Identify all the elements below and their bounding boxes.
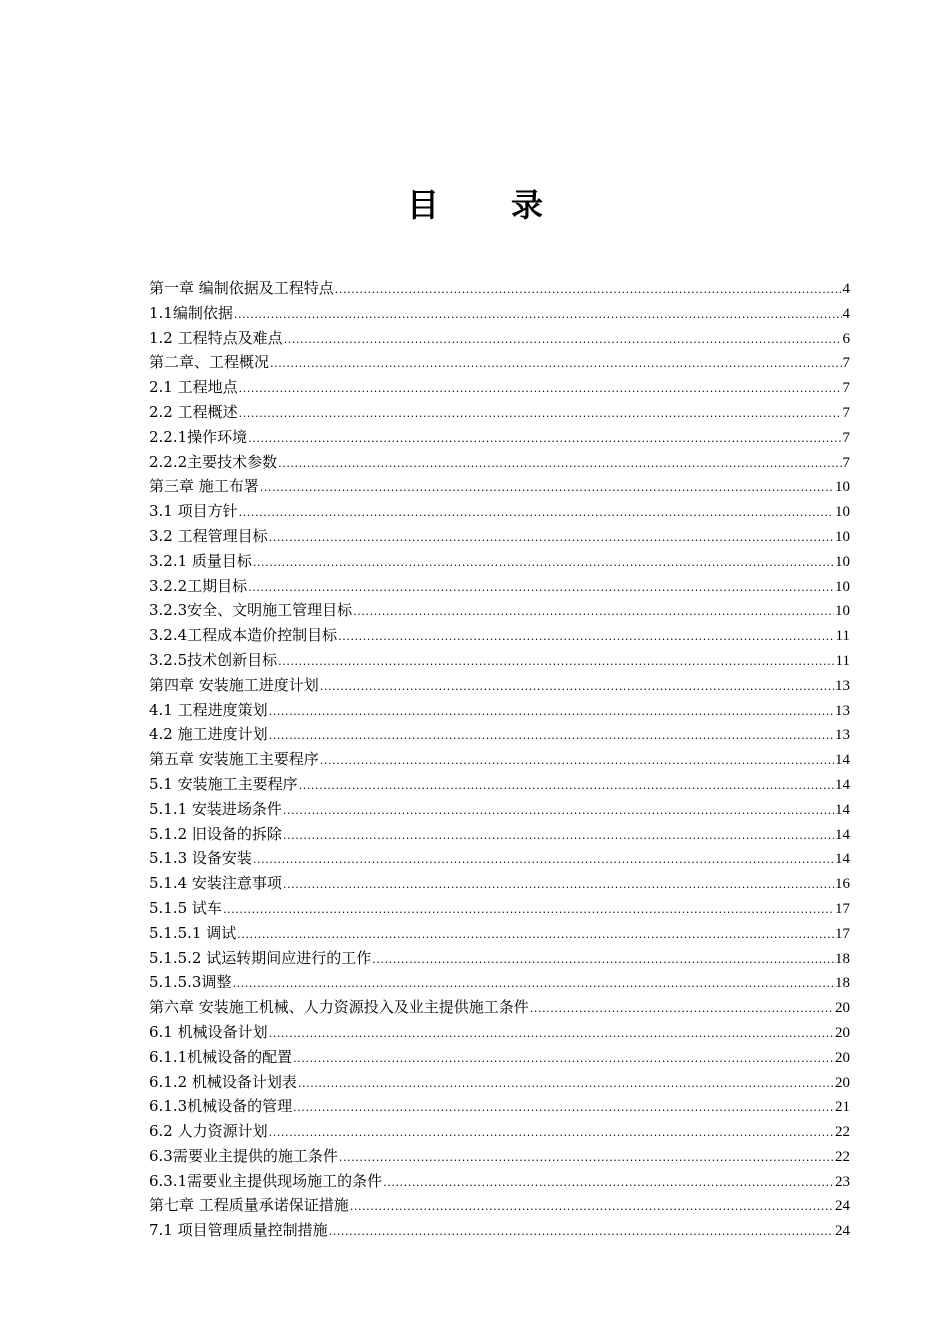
toc-leader-dots: [248, 576, 834, 601]
toc-entry-text: 6.1.2 机械设备计划表: [149, 1072, 297, 1091]
toc-entry-page: 20: [835, 1074, 850, 1091]
toc-entry-page: 7: [842, 404, 850, 421]
toc-entry-page: 10: [835, 528, 850, 545]
toc-entry-text: 第四章 安装施工进度计划: [149, 675, 319, 694]
toc-entry-page: 13: [835, 727, 850, 744]
toc-entry[interactable]: [149, 1193, 850, 1218]
toc-entry-page: 10: [835, 479, 850, 496]
toc-leader-dots: [237, 923, 834, 948]
toc-entry-text: 3.2.4工程成本造价控制目标: [149, 626, 338, 645]
toc-leader-dots: [239, 377, 842, 402]
toc-entry-text: 6.3.1需要业主提供现场施工的条件: [149, 1171, 383, 1190]
toc-leader-dots: [372, 948, 834, 973]
toc-entry[interactable]: [149, 276, 850, 301]
toc-entry-text: 3.2.2工期目标: [149, 576, 248, 595]
toc-leader-dots: [283, 799, 834, 824]
toc-leader-dots: [269, 526, 834, 551]
toc-leader-dots: [299, 774, 834, 799]
toc-entry-text: 第五章 安装施工主要程序: [149, 750, 319, 769]
toc-entry-page: 7: [842, 355, 850, 372]
toc-entry-text: 3.2.1 质量目标: [149, 551, 252, 570]
toc-entry-page: 11: [835, 628, 850, 645]
toc-leader-dots: [270, 352, 841, 377]
toc-entry[interactable]: [149, 598, 850, 623]
toc-entry-text: 3.2.3安全、文明施工管理目标: [149, 601, 353, 620]
toc-leader-dots: [223, 898, 834, 923]
toc-entry[interactable]: [149, 301, 850, 326]
toc-entry-page: 14: [835, 752, 850, 769]
toc-entry-page: 10: [835, 578, 850, 595]
toc-entry[interactable]: [149, 1020, 850, 1045]
toc-entry-page: 7: [842, 429, 850, 446]
toc-entry[interactable]: [149, 574, 850, 599]
toc-entry[interactable]: [149, 1070, 850, 1095]
toc-entry[interactable]: [149, 970, 850, 995]
toc-entry-text: 6.3需要业主提供的施工条件: [149, 1146, 338, 1165]
toc-entry-page: 18: [835, 975, 850, 992]
toc-entry[interactable]: [149, 772, 850, 797]
toc-entry[interactable]: [149, 425, 850, 450]
toc-entry[interactable]: [149, 822, 850, 847]
toc-entry-page: 20: [835, 1024, 850, 1041]
toc-entry-text: 3.2 工程管理目标: [149, 526, 268, 545]
toc-entry[interactable]: [149, 747, 850, 772]
toc-entry-page: 13: [835, 677, 850, 694]
toc-entry-page: 22: [835, 1148, 850, 1165]
toc-entry-text: 5.1.3 设备安装: [149, 849, 252, 868]
toc-entry[interactable]: [149, 722, 850, 747]
toc-leader-dots: [269, 724, 834, 749]
toc-entry-page: 10: [835, 603, 850, 620]
toc-entry-text: 5.1.2 旧设备的拆除: [149, 824, 282, 843]
toc-title-part1: 目: [406, 186, 439, 224]
toc-entry-page: 24: [835, 1223, 850, 1240]
toc-entry-text: 5.1.4 安装注意事项: [149, 874, 282, 893]
toc-leader-dots: [353, 600, 834, 625]
toc-entry-page: 14: [835, 826, 850, 843]
toc-entry[interactable]: [149, 797, 850, 822]
toc-entry[interactable]: [149, 450, 850, 475]
toc-leader-dots: [269, 1022, 834, 1047]
toc-entry-text: 1.1编制依据: [149, 303, 233, 322]
toc-entry[interactable]: [149, 698, 850, 723]
toc-entry[interactable]: [149, 1045, 850, 1070]
toc-entry-text: 第一章 编制依据及工程特点: [149, 279, 334, 297]
toc-entry[interactable]: [149, 499, 850, 524]
toc-entry-text: 第七章 工程质量承诺保证措施: [149, 1196, 349, 1215]
toc-leader-dots: [239, 402, 842, 427]
toc-entry-page: 4: [842, 281, 850, 297]
toc-leader-dots: [239, 501, 834, 526]
toc-entry-text: 6.1.3机械设备的管理: [149, 1097, 293, 1116]
toc-leader-dots: [248, 427, 841, 452]
toc-entry-text: 5.1.5.2 试运转期间应进行的工作: [149, 948, 372, 967]
toc-entry-text: 5.1.5 试车: [149, 898, 222, 917]
toc-entry[interactable]: [149, 474, 850, 499]
toc-leader-dots: [329, 1220, 834, 1245]
toc-leader-dots: [269, 700, 834, 725]
toc-entry-page: 14: [835, 776, 850, 793]
toc-entry-text: 3.1 项目方针: [149, 502, 238, 521]
toc-entry-text: 2.2 工程概述: [149, 402, 238, 421]
toc-leader-dots: [278, 452, 841, 477]
toc-entry-text: 第二章、工程概况: [149, 353, 270, 372]
toc-entry-text: 5.1.1 安装进场条件: [149, 799, 282, 818]
toc-leader-dots: [234, 303, 842, 328]
toc-entry-page: 20: [835, 1000, 850, 1017]
toc-entry-page: 14: [835, 801, 850, 818]
toc-entry-text: 4.2 施工进度计划: [149, 725, 268, 744]
toc-leader-dots: [284, 328, 842, 353]
toc-entry-page: 22: [835, 1124, 850, 1141]
toc-entry-text: 5.1 安装施工主要程序: [149, 774, 298, 793]
toc-entry-page: 18: [835, 950, 850, 967]
toc-entry-text: 2.2.1操作环境: [149, 427, 248, 446]
toc-entry-page: 7: [842, 454, 850, 471]
toc-leader-dots: [350, 1195, 834, 1220]
toc-leader-dots: [320, 749, 834, 774]
toc-entry-page: 17: [835, 900, 850, 917]
toc-entry-text: 3.2.5技术创新目标: [149, 650, 278, 669]
toc-entry[interactable]: [149, 673, 850, 698]
toc-entry-text: 第六章 安装施工机械、人力资源投入及业主提供施工条件: [149, 998, 529, 1017]
toc-entry-page: 10: [835, 504, 850, 521]
table-of-contents: [149, 276, 850, 1243]
toc-entry[interactable]: [149, 1218, 850, 1243]
toc-entry-page: 10: [835, 553, 850, 570]
toc-entry-page: 6: [842, 330, 850, 347]
toc-entry[interactable]: [149, 946, 850, 971]
toc-leader-dots: [530, 997, 834, 1022]
toc-entry-page: 21: [835, 1099, 850, 1116]
toc-leader-dots: [335, 278, 842, 303]
toc-entry-page: 13: [835, 702, 850, 719]
toc-leader-dots: [283, 873, 834, 898]
toc-entry-text: 第三章 施工布署: [149, 477, 259, 496]
toc-leader-dots: [253, 848, 834, 873]
toc-leader-dots: [293, 1096, 834, 1121]
toc-entry[interactable]: [149, 871, 850, 896]
toc-entry-text: 4.1 工程进度策划: [149, 700, 268, 719]
toc-entry-text: 1.2 工程特点及难点: [149, 328, 283, 347]
toc-entry[interactable]: [149, 326, 850, 351]
toc-leader-dots: [339, 1146, 834, 1171]
toc-leader-dots: [260, 476, 834, 501]
toc-leader-dots: [298, 1072, 834, 1097]
toc-entry[interactable]: [149, 1119, 850, 1144]
toc-entry-page: 23: [835, 1173, 850, 1190]
toc-entry[interactable]: [149, 846, 850, 871]
toc-entry-text: 6.1 机械设备计划: [149, 1022, 268, 1041]
toc-title: [0, 180, 950, 226]
toc-leader-dots: [293, 1047, 834, 1072]
toc-leader-dots: [320, 675, 834, 700]
toc-entry-text: 2.2.2主要技术参数: [149, 452, 278, 471]
toc-entry-text: 6.2 人力资源计划: [149, 1122, 268, 1141]
toc-entry[interactable]: [149, 350, 850, 375]
toc-entry[interactable]: [149, 549, 850, 574]
toc-leader-dots: [283, 824, 834, 849]
toc-entry-page: 7: [842, 380, 850, 397]
toc-entry[interactable]: [149, 1169, 850, 1194]
toc-entry-page: 16: [835, 876, 850, 893]
toc-entry-page: 20: [835, 1049, 850, 1066]
toc-entry[interactable]: [149, 623, 850, 648]
toc-entry[interactable]: [149, 524, 850, 549]
toc-entry-text: 7.1 项目管理质量控制措施: [149, 1221, 328, 1240]
toc-entry[interactable]: [149, 896, 850, 921]
toc-entry-page: 11: [835, 652, 850, 669]
toc-leader-dots: [253, 551, 834, 576]
toc-entry-page: 14: [835, 851, 850, 868]
toc-entry-text: 5.1.5.1 调试: [149, 923, 237, 942]
toc-leader-dots: [338, 625, 834, 650]
toc-entry[interactable]: [149, 375, 850, 400]
toc-entry-text: 5.1.5.3调整: [149, 973, 232, 992]
toc-entry-page: 4: [842, 305, 850, 322]
toc-entry[interactable]: [149, 400, 850, 425]
toc-entry[interactable]: [149, 1144, 850, 1169]
toc-entry-page: 24: [835, 1198, 850, 1215]
toc-leader-dots: [383, 1171, 834, 1196]
toc-entry-text: 2.1 工程地点: [149, 378, 238, 397]
toc-leader-dots: [232, 972, 834, 997]
toc-leader-dots: [278, 650, 834, 675]
toc-entry[interactable]: [149, 648, 850, 673]
toc-entry[interactable]: [149, 1094, 850, 1119]
toc-entry-text: 6.1.1机械设备的配置: [149, 1047, 293, 1066]
toc-entry-page: 17: [835, 925, 850, 942]
toc-title-part2: 录: [511, 186, 544, 224]
toc-leader-dots: [269, 1121, 834, 1146]
toc-entry[interactable]: [149, 995, 850, 1020]
toc-entry[interactable]: [149, 921, 850, 946]
